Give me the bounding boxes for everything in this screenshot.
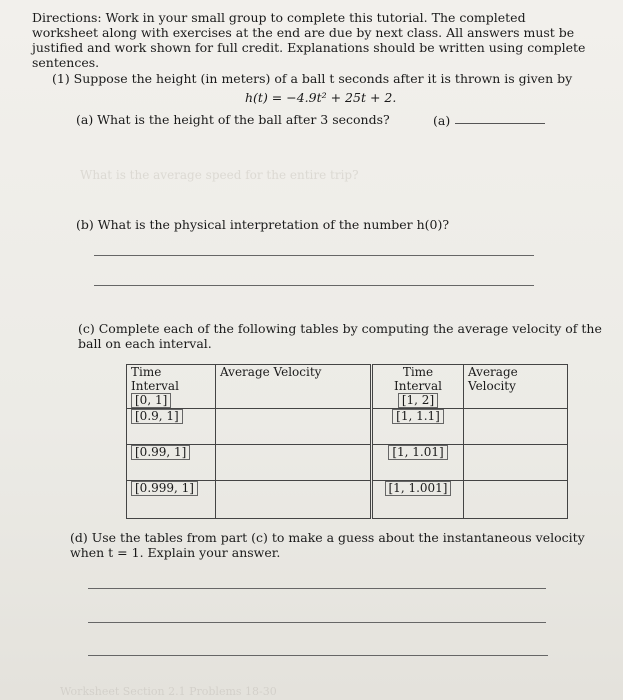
answer-line-d-2 [88,622,546,623]
table-left-header-velocity: Average Velocity [216,365,371,409]
directions-text: Directions: Work in your small group to complete this tutorial. The completed worksheet along with exercises at the end are due by next class. All answers must be justified and work shown for full credit. Explanations should be written using complete sentences. [32,10,586,70]
interval-cell: [0.99, 1] [131,445,190,460]
answer-line-d-3 [88,655,548,656]
table-right-cell-2 [373,409,464,445]
velocity-answer-cell[interactable] [464,445,568,481]
interval-cell: [1, 1.1] [392,409,444,424]
table-right-cell-3 [373,445,464,481]
velocity-answer-cell[interactable] [464,409,568,445]
table-right-cell-4 [373,481,464,519]
interval-cell: [1, 2] [398,393,438,408]
table-right-header-interval: Time Interval [394,365,442,393]
question-1d: (d) Use the tables from part (c) to make a guess about the instantaneous velocity when t = 1. Explain your answer. [70,530,585,560]
question-1-intro: (1) Suppose the height (in meters) of a ball t seconds after it is thrown is given by [52,71,573,86]
table-left-cell-3 [127,445,216,481]
table-right-cell-1 [373,365,464,409]
question-1b: (b) What is the physical interpretation of the number h(0)? [76,217,450,232]
bleed-through-footer: Worksheet Section 2.1 Problems 18-30 [60,685,277,698]
answer-line-b-2 [94,285,534,286]
velocity-table-left [126,364,371,519]
bleed-through-text: What is the average speed for the entire trip? [80,168,359,182]
table-right-header-velocity: Average Velocity [464,365,568,409]
velocity-answer-cell[interactable] [216,409,371,445]
table-left-header-interval: Time Interval [131,365,179,393]
velocity-answer-cell[interactable] [216,481,371,519]
velocity-answer-cell[interactable] [464,481,568,519]
answer-line-d-1 [88,588,546,589]
height-equation: h(t) = −4.9t² + 25t + 2. [245,90,397,105]
answer-line-a [455,123,545,124]
interval-cell: [1, 1.001] [385,481,452,496]
velocity-answer-cell[interactable] [216,445,371,481]
table-left-cell-4 [127,481,216,519]
question-1a: (a) What is the height of the ball after 3 seconds? [76,112,390,127]
table-left-cell-2 [127,409,216,445]
interval-cell: [0, 1] [131,393,171,408]
answer-label-a: (a) [433,113,451,128]
answer-line-b-1 [94,255,534,256]
velocity-table-right [372,364,568,519]
interval-cell: [0.9, 1] [131,409,183,424]
interval-cell: [0.999, 1] [131,481,198,496]
interval-cell: [1, 1.01] [388,445,447,460]
table-left-cell-1 [127,365,216,409]
question-1c: (c) Complete each of the following tables by computing the average velocity of the ball on each interval. [78,321,602,351]
